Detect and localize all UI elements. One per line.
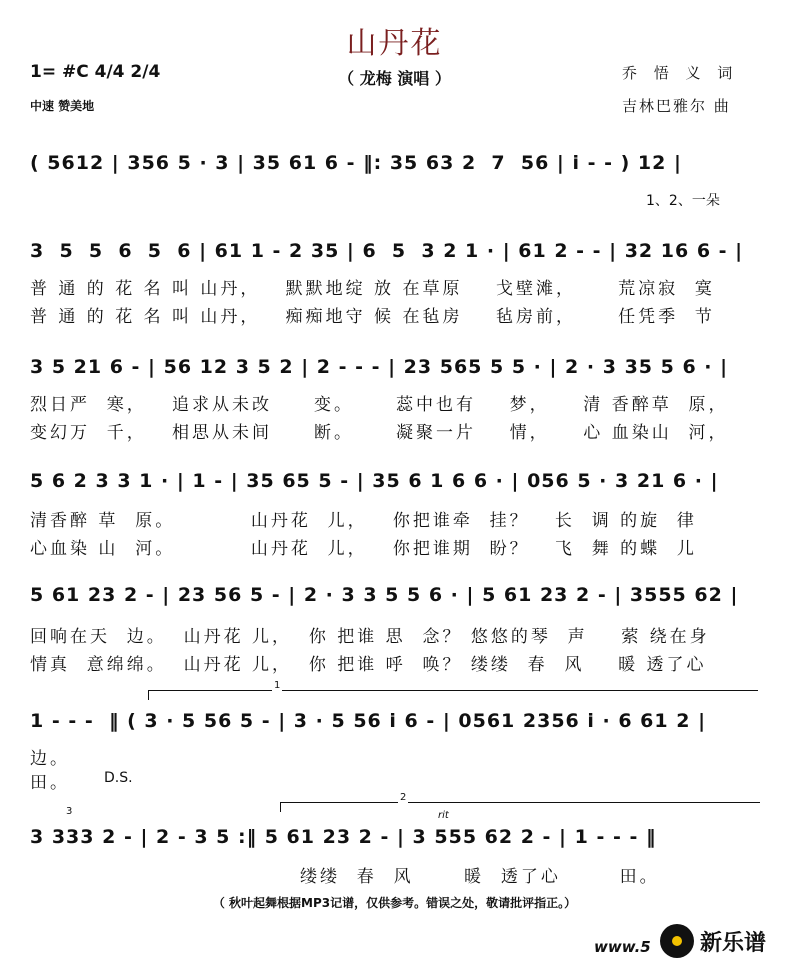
score-line-3-lyric-1: 烈日严 寒， 追求从未改 变。 蕊中也有 梦， 清 香醉草 原， bbox=[30, 395, 729, 415]
score-line-3-notes: 3 5 21 6 - | 56 12 3 5 2 | 2 - - - | 23 565 5 5 · | 2 · 3 35 5 6 · | bbox=[30, 356, 729, 378]
score-line-2-lyric-2: 普 通 的 花 名 叫 山丹， 痴痴地守 候 在毡房 毡房前， 任凭季 节 bbox=[30, 307, 715, 327]
score-line-5-lyric-2: 情真 意绵绵。 山丹花 儿， 你 把谁 呼 唤？ 缕缕 春 风 暖 透了心 bbox=[30, 655, 707, 675]
score-line-2-lyric-1: 普 通 的 花 名 叫 山丹， 默默地绽 放 在草原 戈壁滩， 荒凉寂 寞 bbox=[30, 279, 715, 299]
logo-text: 新乐谱 bbox=[700, 930, 767, 956]
ritardando-marking: rit bbox=[438, 810, 449, 821]
score-line-6-lyric-2: 田。 bbox=[30, 773, 70, 793]
volta-2-bracket bbox=[280, 802, 760, 803]
score-line-6-notes: 1 - - - ‖ ( 3 · 5 56 5 - | 3 · 5 56 i 6 - | 0561 2356 i · 6 61 2 | bbox=[30, 710, 707, 732]
score-line-6-lyric-1: 边。 bbox=[30, 749, 70, 769]
score-line-3-lyric-2: 变幻万 千， 相思从未间 断。 凝聚一片 情， 心 血染山 河， bbox=[30, 423, 729, 443]
record-disc-icon bbox=[660, 924, 694, 958]
triplet-marking: 3 bbox=[66, 806, 73, 817]
volta-1-bracket bbox=[148, 690, 758, 691]
site-watermark: www.5 bbox=[594, 938, 651, 956]
site-logo bbox=[660, 924, 766, 958]
composer-credit: 吉林巴雅尔 曲 bbox=[622, 97, 731, 115]
transcription-note: （ 秋叶起舞根据MP3记谱，仅供参考。错误之处，敬请批评指正。） bbox=[212, 896, 577, 910]
score-line-5-notes: 5 61 23 2 - | 23 56 5 - | 2 · 3 3 5 5 6 · | 5 61 23 2 - | 3555 62 | bbox=[30, 584, 739, 606]
tempo-marking: 中速 赞美地 bbox=[30, 99, 95, 113]
score-line-4-lyric-1: 清香醉 草 原。 山丹花 儿， 你把谁牵 挂？ 长 调 的旋 律 bbox=[30, 511, 697, 531]
score-line-7-lyric: 缕缕 春 风 暖 透了心 田。 bbox=[300, 867, 660, 887]
score-line-2-notes: 3 5 5 6 5 6 | 61 1 - 2 35 | 6 5 3 2 1 · | 61 2 - - | 32 16 6 - | bbox=[30, 240, 744, 262]
dal-segno-marking: D.S. bbox=[104, 770, 133, 786]
volta-2-bracket-tick bbox=[280, 802, 281, 812]
score-line-4-lyric-2: 心血染 山 河。 山丹花 儿， 你把谁期 盼？ 飞 舞 的蝶 儿 bbox=[30, 539, 697, 559]
volta-1-number: 1 bbox=[274, 680, 281, 691]
volta-2-number: 2 bbox=[400, 792, 407, 803]
lyricist-credit: 乔 悟 义 词 bbox=[622, 64, 739, 82]
page-title: 山丹花 bbox=[346, 26, 443, 61]
score-line-1-notes: ( 5612 | 356 5 · 3 | 35 61 6 - ‖: 35 63 2 7 56 | i - - ) 12 | bbox=[30, 152, 682, 174]
score-line-5-lyric-1: 回响在天 边。 山丹花 儿， 你 把谁 思 念？ 悠悠的琴 声 萦 绕在身 bbox=[30, 627, 710, 647]
volta-1-bracket-tick bbox=[148, 690, 149, 700]
key-signature: 1= #C 4/4 2/4 bbox=[30, 62, 161, 82]
score-line-7-notes: 3 333 2 - | 2 - 3 5 :‖ 5 61 23 2 - | 3 555 62 2 - | 1 - - - ‖ bbox=[30, 826, 657, 848]
performer-subtitle: （ 龙梅 演唱 ） bbox=[338, 69, 451, 88]
pickup-lyric: 1、2、一朵 bbox=[646, 193, 720, 209]
score-line-4-notes: 5 6 2 3 3 1 · | 1 - | 35 65 5 - | 35 6 1 6 6 · | 056 5 · 3 21 6 · | bbox=[30, 470, 719, 492]
